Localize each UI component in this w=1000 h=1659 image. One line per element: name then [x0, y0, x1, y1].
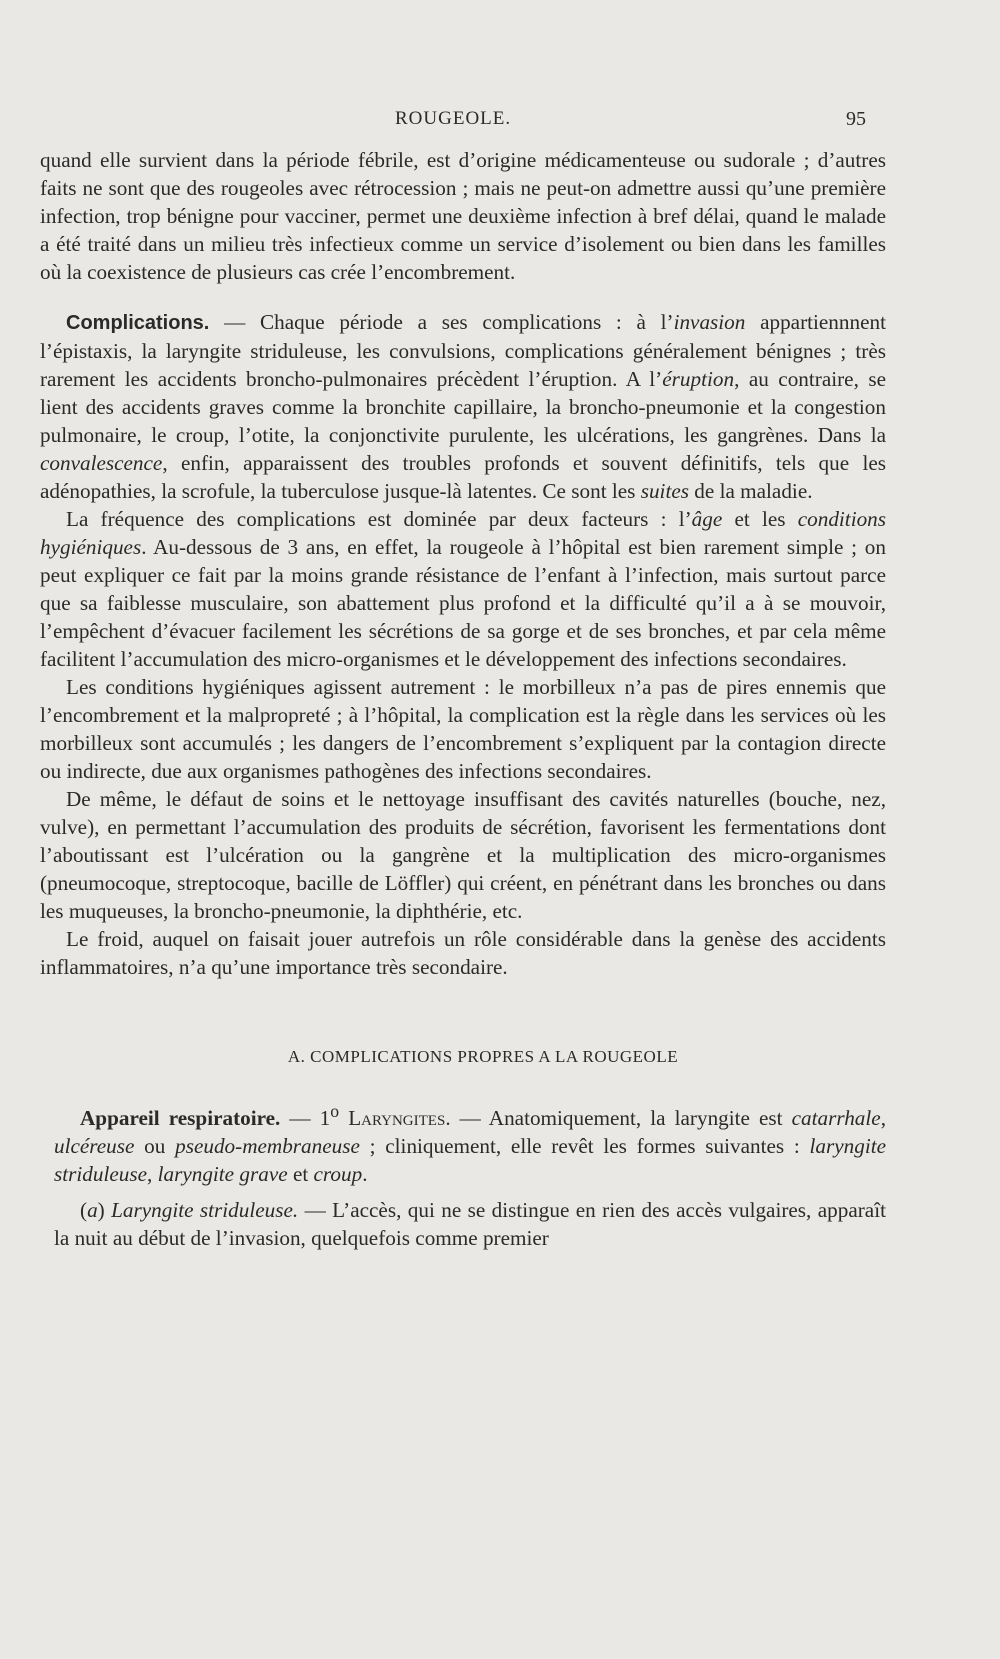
paragraph-conditions-hygieniques: Les conditions hygiéniques agissent autrement : le morbilleux n’a pas de pires ennemis que l’encombrement et la malpropreté ; à l’hôpital, la complication est la règle dans les services où les morbilleux sont accumulés ; les dangers de l’encombrement s’expliquent par la contagion directe ou indirecte, due aux organismes pathogènes des infections secondaires.: [40, 675, 886, 783]
running-head: [0, 108, 1000, 138]
running-title: ROUGEOLE.: [395, 108, 512, 129]
paragraph-defaut-de-soins: De même, le défaut de soins et le nettoyage insuffisant des cavités naturelles (bouche, nez, vulve), en permettant l’accumulation des produits de sécrétion, favorisent les fermentations dont l’aboutissant est l’ulcération ou la gangrène et la multiplication des micro-organismes (pneumocoque, streptocoque, bacille de Löffler) qui créent, en pénétrant dans les bronches ou dans les muqueuses, la broncho-pneumonie, la diphthérie, etc.: [40, 787, 886, 923]
section-heading: A. COMPLICATIONS PROPRES A LA ROUGEOLE: [287, 1047, 679, 1066]
paragraph-continuation: quand elle survient dans la période fébrile, est d’origine médicamenteuse ou sudorale ; d’autres faits ne sont que des rougeoles avec rétrocession ; mais ne peut-on admettre aussi qu’une première infection, trop bénigne pour vacciner, permet une deuxième infection à bref délai, quand le malade a été traité dans un milieu très infectieux comme un service d’isolement ou bien dans les familles où la coexistence de plusieurs cas crée l’encombrement.: [40, 148, 886, 284]
paragraph-laryngite-striduleuse: (a) Laryngite striduleuse. — L’accès, qui ne se distingue en rien des accès vulgaires, apparaît la nuit au début de l’invasion, quelquefois comme premier: [54, 1198, 886, 1251]
paragraph-appareil-respiratoire: Appareil respiratoire. — 1$^o$ Laryngites. — Anatomiquement, la laryngite est catarrhale, ulcéreuse ou pseudo-membraneuse ; cliniquement, elle revêt les formes suivantes : laryngite striduleuse, laryngite grave et croup.: [54, 1101, 886, 1187]
paragraph-frequence: La fréquence des complications est dominée par deux facteurs : l’âge et les conditions hygiéniques. Au-dessous de 3 ans, en effet, la rougeole à l’hôpital est bien rarement simple ; on peut expliquer ce fait par la moins grande résistance de l’enfant à l’infection, mais surtout parce que sa faiblesse musculaire, son abattement plus profond et la difficulté qu’il a à se mouvoir, l’empêchent d’évacuer facilement les sécrétions de sa gorge et de ses bronches, et par cela même facilitent l’accumulation des micro-organismes et le développement des infections secondaires.: [40, 507, 887, 671]
laryngites-label: Laryngites: [348, 1106, 446, 1131]
appareil-respiratoire-heading: Appareil respiratoire.: [80, 1106, 281, 1131]
paragraph-complications: Complications. — Chaque période a ses complications : à l’invasion appartiennnent l’épistaxis, la laryngite striduleuse, les convulsions, complications généralement bénignes ; très rarement les accidents broncho-pulmonaires précèdent l’éruption. A l’éruption, au contraire, se lient des accidents graves comme la bronchite capillaire, la broncho-pneumonie et la congestion pulmonaire, le croup, l’otite, la conjonctivite purulente, les ulcérations, les gangrènes. Dans la convalescence, enfin, apparaissent des troubles profonds et souvent définitifs, tels que les adénopathies, la scrofule, la tuberculose jusque-là latentes. Ce sont les suites de la maladie.: [40, 310, 886, 503]
body-text: [40, 146, 886, 1252]
paragraph-le-froid: Le froid, auquel on faisait jouer autrefois un rôle considérable dans la genèse des accidents inflammatoires, n’a qu’une importance très secondaire.: [40, 927, 886, 979]
respiratory-section: [40, 1097, 886, 1252]
complications-heading: Complications.: [66, 312, 210, 334]
page-number: 95: [846, 108, 866, 130]
